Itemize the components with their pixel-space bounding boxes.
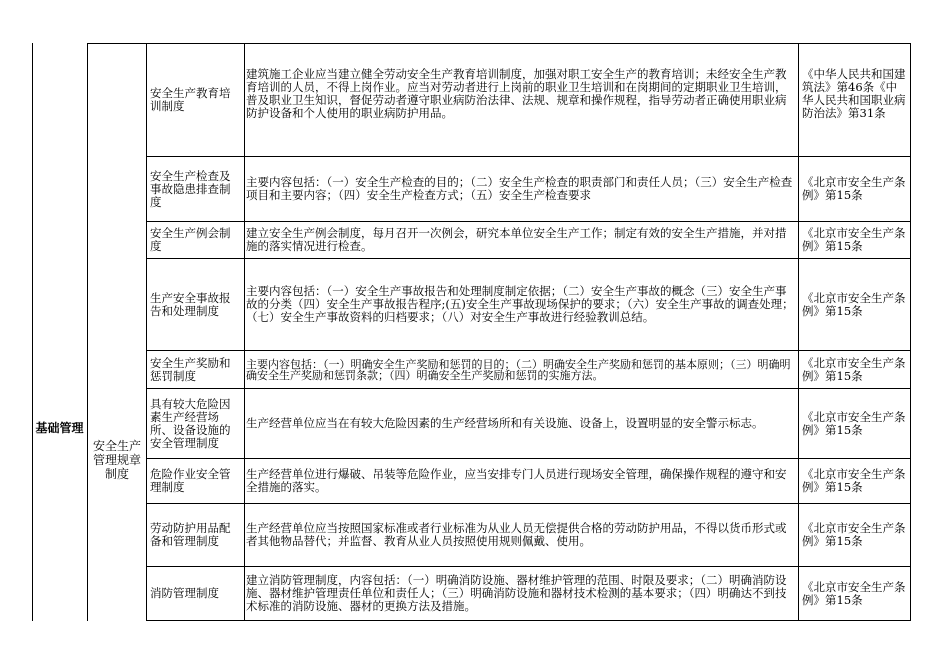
regulation-name: 安全生产检查及事故隐患排查制度 <box>150 168 231 209</box>
subcategory-cell: 安全生产管理规章制度 <box>92 439 141 481</box>
regulation-table <box>32 43 912 621</box>
grid-line <box>798 43 799 621</box>
legal-reference: 《北京市安全生产条例》第15条 <box>802 521 906 548</box>
regulation-content: 主要内容包括：（一）安全生产事故报告和处理制度制定依据；（二）安全生产事故的概念（三）安全生产事故的分类（四）安全生产事故报告程序;(五)安全生产事故现场保护的要求；（六）安全生产事故的调查处理；（七）安全生产事故资料的归档要求；（八）对安全生产事故进行经验教训总结。 <box>246 284 794 324</box>
legal-reference: 《北京市安全生产条例》第15条 <box>802 290 906 318</box>
legal-reference: 《北京市安全生产条例》第15条 <box>802 579 906 607</box>
legal-reference: 《中华人民共和国建筑法》第46条《中华人民共和国职业病防治法》第31条 <box>802 67 906 120</box>
regulation-name: 生产安全事故报告和处理制度 <box>150 290 231 318</box>
grid-line <box>146 43 147 621</box>
regulation-content: 主要内容包括：（一）明确安全生产奖励和惩罚的目的；（二）明确安全生产奖励和惩罚的基本原则；（三）明确明确安全生产奖励和惩罚条款；（四）明确安全生产奖励和惩罚的实施方法。 <box>246 357 791 382</box>
regulation-content: 生产经营单位应当在有较大危险因素的生产经营场所和有关设施、设备上，设置明显的安全警示标志。 <box>246 416 764 430</box>
grid-line <box>32 43 33 621</box>
grid-line <box>910 43 911 621</box>
grid-line <box>87 43 88 621</box>
legal-reference: 《北京市安全生产条例》第15条 <box>802 226 906 253</box>
regulation-name: 消防管理制度 <box>150 586 219 600</box>
regulation-content: 生产经营单位进行爆破、吊装等危险作业，应当安排专门人员进行现场安全管理，确保操作规程的遵守和安全措施的落实。 <box>246 467 787 494</box>
regulation-name: 安全生产奖励和惩罚制度 <box>150 355 231 383</box>
regulation-content: 生产经营单位应当按照国家标准或者行业标准为从业人员无偿提供合格的劳动防护用品，不得以货币形式或者其他物品替代；并监督、教育从业人员按照使用规则佩戴、使用。 <box>246 521 787 548</box>
regulation-content: 主要内容包括：（一）安全生产检查的目的；（二）安全生产检查的职责部门和责任人员；（三）安全生产检查项目和主要内容；（四）安全生产检查方式；（五）安全生产检查要求 <box>246 175 793 202</box>
grid-line <box>146 620 911 621</box>
regulation-name: 具有较大危险因素生产经营场所、设备设施的安全管理制度 <box>150 396 231 450</box>
regulation-content: 建筑施工企业应当建立健全劳动安全生产教育培训制度，加强对职工安全生产的教育培训；未经安全生产教育培训的人员，不得上岗作业。应当对劳动者进行上岗前的职业卫生培训和在岗期间的定期职业卫生培训，普及职业卫生知识，督促劳动者遵守职业病防治法律、法规、规章和操作规程，指导劳动者正确使用职业病防护设备和个人使用的职业病防护用品。 <box>246 67 787 120</box>
regulation-name: 危险作业安全管理制度 <box>150 467 231 494</box>
legal-reference: 《北京市安全生产条例》第15条 <box>802 409 906 437</box>
regulation-name: 劳动防护用品配备和管理制度 <box>150 521 231 548</box>
legal-reference: 《北京市安全生产条例》第15条 <box>802 355 906 383</box>
legal-reference: 《北京市安全生产条例》第15条 <box>802 467 906 494</box>
category-cell: 基础管理 <box>35 421 84 435</box>
regulation-name: 安全生产例会制度 <box>150 226 231 253</box>
regulation-name: 安全生产教育培训制度 <box>150 86 231 113</box>
legal-reference: 《北京市安全生产条例》第15条 <box>802 175 906 202</box>
regulation-content: 建立安全生产例会制度，每月召开一次例会，研究本单位安全生产工作；制定有效的安全生产措施，并对措施的落实情况进行检查。 <box>246 226 787 253</box>
regulation-content: 建立消防管理制度，内容包括：（一）明确消防设施、器材维护管理的范围、时限及要求；（二）明确消防设施、器材维护管理责任单位和责任人；（三）明确消防设施和器材技术检测的基本要求；（四）明确达不到技术标准的消防设施、器材的更换方法及措施。 <box>246 573 787 613</box>
